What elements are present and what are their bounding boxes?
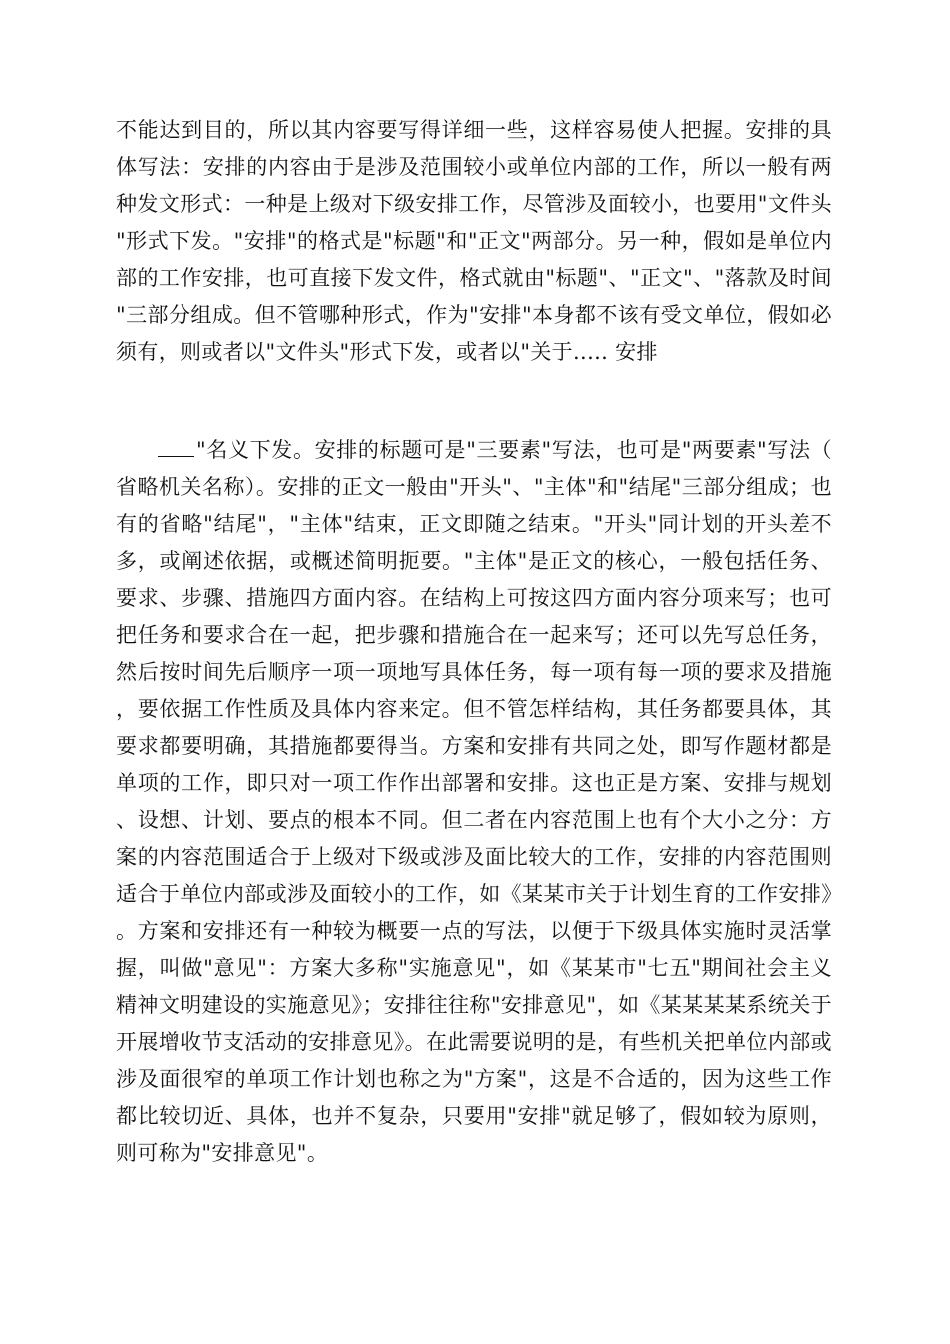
paragraph-2-text: "名义下发。安排的标题可是"三要素"写法，也可是"两要素"写法（省略机关名称）。安排的正文一般由"开头"、"主体"和"结尾"三部分组成；也有的省略"结尾"，"主体"结束，正文即随之结束。"开头"同计划的开头差不多，或阐述依据，或概述简明扼要。"主体"是正文的核心，一般包括任务、要求、步骤、措施四方面内容。在结构上可按这四方面内容分项来写；也可把任务和要求合在一起，把步骤和措施合在一起来写；还可以先写总任务，然后按时间先后顺序一项一项地写具体任务，每一项有每一项的要求及措施，要依据工作性质及具体内容来定。但不管怎样结构，其任务都要具体，其要求都要明确，其措施都要得当。方案和安排有共同之处，即写作题材都是单项的工作，即只对一项工作作出部署和安排。这也正是方案、安排与规划、设想、计划、要点的根本不同。但二者在内容范围上也有个大小之分：方案的内容范围适合于上级对下级或涉及面比较大的工作，安排的内容范围则适合于单位内部或涉及面较小的工作，如《某某市关于计划生育的工作安排》。方案和安排还有一种较为概要一点的写法，以便于下级具体实施时灵活掌握，叫做"意见"：方案大多称"实施意见"，如《某某市"七五"期间社会主义精神文明建设的实施意见》；安排往往称"安排意见"，如《某某某某系统关于开展增收节支活动的安排意见》。在此需要说明的是，有些机关把单位内部或涉及面很窄的单项工作计划也称之为"方案"，这是不合适的，因为这些工作都比较切近、具体，也并不复杂，只要用"安排"就足够了，假如较为原则，则可称为"安排意见"。 <box>116 438 832 1165</box>
paragraph-2 <box>116 432 832 1172</box>
paragraph-1: 不能达到目的，所以其内容要写得详细一些，这样容易使人把握。安排的具体写法：安排的内容由于是涉及范围较小或单位内部的工作，所以一般有两种发文形式：一种是上级对下级安排工作，尽管涉及面较小，也要用"文件头"形式下发。"安排"的格式是"标题"和"正文"两部分。另一种，假如是单位内部的工作安排，也可直接下发文件，格式就由"标题"、"正文"、"落款及时间"三部分组成。但不管哪种形式，作为"安排"本身都不该有受文单位，假如必须有，则或者以"文件头"形式下发，或者以"关于..... 安排 <box>116 118 832 364</box>
fill-in-blank <box>158 455 194 457</box>
